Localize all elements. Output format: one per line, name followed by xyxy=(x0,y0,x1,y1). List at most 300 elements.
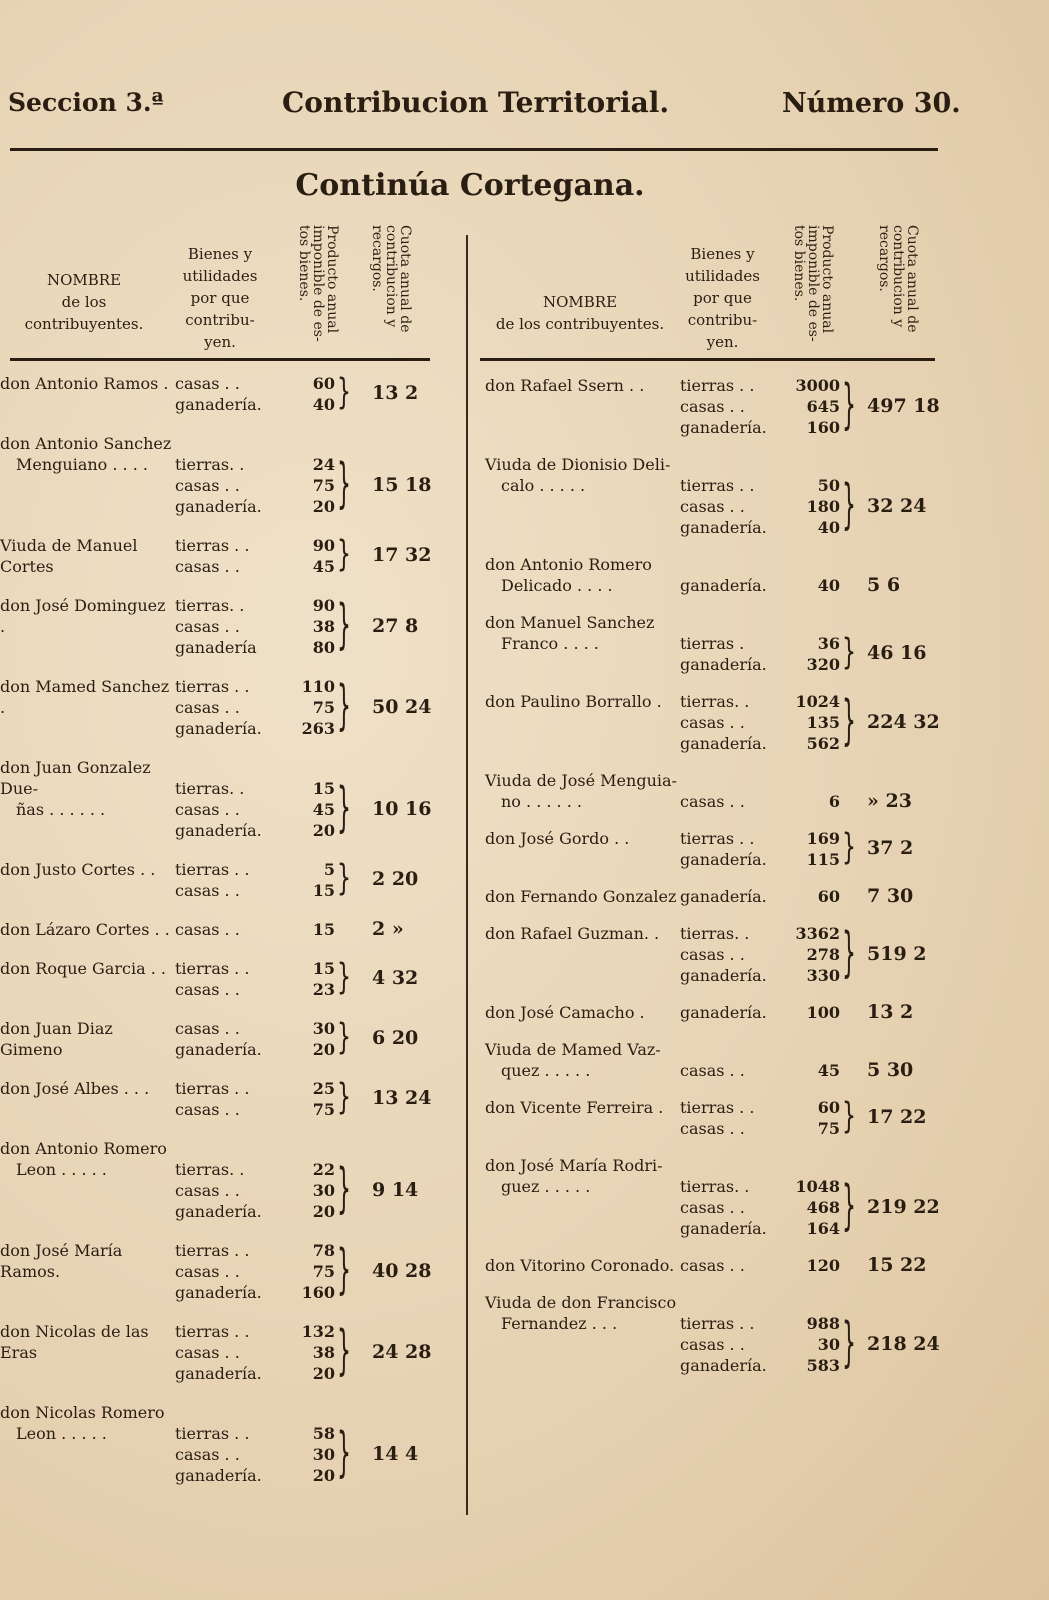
producto-header: Producto anual imponible de es- tos bienes. xyxy=(296,225,340,342)
asset-value: 3000 xyxy=(795,376,840,395)
asset-value: 45 xyxy=(312,557,335,576)
asset-line xyxy=(680,1334,840,1355)
asset-kind: ganadería. xyxy=(680,1003,767,1022)
asset-value: 135 xyxy=(806,713,840,732)
asset-kind: casas . . xyxy=(175,1019,240,1038)
table-row xyxy=(485,923,955,986)
asset-line xyxy=(175,1423,335,1444)
asset-line xyxy=(680,1218,840,1239)
annual-quota: 219 22 xyxy=(867,1195,940,1218)
name-line: don Lázaro Cortes . . xyxy=(0,920,170,939)
name-line: don Fernando Gonzalez xyxy=(485,887,677,906)
group-brace: } xyxy=(842,827,856,869)
asset-line xyxy=(680,417,840,438)
group-brace: } xyxy=(842,924,856,985)
asset-value: 30 xyxy=(312,1181,335,1200)
asset-kind: ganadería. xyxy=(680,887,767,906)
annual-quota: 13 24 xyxy=(372,1087,432,1109)
asset-line xyxy=(175,556,335,577)
asset-line xyxy=(175,394,335,415)
asset-kind: ganadería. xyxy=(680,734,767,753)
assets-list xyxy=(680,575,840,596)
contributor-name xyxy=(0,676,175,718)
contributor-name xyxy=(485,554,685,596)
asset-kind: ganadería. xyxy=(175,395,262,414)
subtitle: Continúa Cortegana. xyxy=(295,168,645,203)
assets-list xyxy=(175,778,335,841)
asset-value: 80 xyxy=(312,638,335,657)
asset-value: 160 xyxy=(301,1283,335,1302)
annual-quota: 2 20 xyxy=(372,868,419,890)
asset-kind: ganadería. xyxy=(175,719,262,738)
asset-kind: casas . . xyxy=(175,1445,240,1464)
asset-value: 58 xyxy=(312,1424,335,1443)
table-row xyxy=(485,1255,955,1276)
asset-kind: casas . . xyxy=(680,397,745,416)
asset-kind: casas . . xyxy=(175,980,240,999)
column-divider xyxy=(466,235,468,1515)
asset-kind: ganadería. xyxy=(175,497,262,516)
annual-quota: 5 6 xyxy=(867,573,901,596)
asset-line xyxy=(680,791,840,812)
contributor-name xyxy=(0,1321,175,1363)
asset-line xyxy=(175,820,335,841)
table-row xyxy=(0,433,455,517)
asset-value: 164 xyxy=(806,1219,840,1238)
group-brace: } xyxy=(842,476,856,537)
asset-line xyxy=(680,375,840,396)
table-row xyxy=(485,375,955,438)
asset-kind: ganadería. xyxy=(175,1364,262,1383)
asset-line xyxy=(680,733,840,754)
annual-quota: 15 18 xyxy=(372,473,432,496)
asset-line xyxy=(680,633,840,654)
asset-value: 25 xyxy=(312,1079,335,1098)
asset-line xyxy=(680,923,840,944)
asset-kind: casas . . xyxy=(175,476,240,495)
table-row xyxy=(485,1039,955,1081)
name-line: don Antonio Sanchez xyxy=(0,434,172,453)
asset-value: 60 xyxy=(312,374,335,393)
asset-value: 38 xyxy=(312,1343,335,1362)
contributor-name xyxy=(485,454,685,496)
table-row xyxy=(0,676,455,739)
table-row xyxy=(485,454,955,538)
group-brace: } xyxy=(337,858,351,900)
asset-value: 40 xyxy=(817,518,840,537)
right-column-header xyxy=(485,225,955,357)
annual-quota: 37 2 xyxy=(867,837,914,859)
asset-kind: tierras . . xyxy=(175,536,250,555)
asset-kind: casas . . xyxy=(680,713,745,732)
asset-line xyxy=(680,1176,840,1197)
contributor-name xyxy=(485,1039,685,1081)
assets-list xyxy=(680,791,840,812)
asset-line xyxy=(680,1097,840,1118)
asset-line xyxy=(680,475,840,496)
asset-line xyxy=(175,1465,335,1486)
asset-kind: tierras . . xyxy=(680,1098,755,1117)
asset-value: 330 xyxy=(806,966,840,985)
annual-quota: 6 20 xyxy=(372,1027,419,1049)
asset-value: 132 xyxy=(301,1322,335,1341)
asset-value: 40 xyxy=(817,576,840,595)
contributor-name xyxy=(0,859,175,880)
name-line: don José María Rodri- xyxy=(485,1156,663,1175)
contributor-name xyxy=(0,535,175,577)
asset-value: 583 xyxy=(806,1356,840,1375)
asset-kind: casas . . xyxy=(175,881,240,900)
bienes-header: Bienes y utilidades por que contribu- yen. xyxy=(182,245,258,351)
asset-line xyxy=(175,637,335,658)
asset-line xyxy=(175,1321,335,1342)
name-line: don Roque Garcia . . xyxy=(0,959,166,978)
contributor-name xyxy=(485,828,685,849)
name-line: guez . . . . . xyxy=(501,1177,591,1196)
contributor-name xyxy=(0,433,175,475)
asset-line xyxy=(680,396,840,417)
table-row xyxy=(485,1002,955,1023)
name-line: calo . . . . . xyxy=(501,476,586,495)
asset-kind: ganadería. xyxy=(175,1202,262,1221)
annual-quota: 46 16 xyxy=(867,642,927,664)
asset-line xyxy=(175,1018,335,1039)
asset-value: 36 xyxy=(817,634,840,653)
asset-line xyxy=(680,1060,840,1081)
asset-value: 160 xyxy=(806,418,840,437)
table-row xyxy=(485,770,955,812)
asset-kind: tierras. . xyxy=(680,692,750,711)
name-line: don Antonio Ramos . xyxy=(0,374,169,393)
contributor-name xyxy=(485,770,685,812)
asset-kind: casas . . xyxy=(175,800,240,819)
assets-list xyxy=(175,454,335,517)
left-column-header xyxy=(0,225,455,357)
annual-quota: 10 16 xyxy=(372,797,432,820)
asset-line xyxy=(175,1039,335,1060)
asset-value: 110 xyxy=(301,677,335,696)
asset-line xyxy=(175,1180,335,1201)
assets-list xyxy=(175,373,335,415)
contributor-name xyxy=(0,1078,175,1099)
asset-kind: ganadería. xyxy=(680,966,767,985)
annual-quota: 15 22 xyxy=(867,1253,927,1276)
group-brace: } xyxy=(337,1160,351,1221)
asset-value: 60 xyxy=(817,887,840,906)
asset-value: 60 xyxy=(817,1098,840,1117)
asset-value: 50 xyxy=(817,476,840,495)
table-row xyxy=(0,919,455,940)
contributor-name xyxy=(0,1018,175,1060)
name-line: don José Camacho . xyxy=(485,1003,645,1022)
assets-list xyxy=(680,1255,840,1276)
assets-list xyxy=(175,1078,335,1120)
asset-line xyxy=(175,778,335,799)
asset-value: 5 xyxy=(323,860,335,879)
group-brace: } xyxy=(337,596,351,657)
asset-line xyxy=(680,712,840,733)
producto-header: Producto anual imponible de es- tos bienes. xyxy=(791,225,835,342)
asset-kind: tierras . . xyxy=(680,476,755,495)
asset-line xyxy=(175,535,335,556)
assets-list xyxy=(680,1097,840,1139)
table-row xyxy=(485,612,955,675)
annual-quota: 14 4 xyxy=(372,1442,419,1465)
table-row xyxy=(485,1292,955,1376)
asset-kind: ganadería. xyxy=(680,655,767,674)
annual-quota: 17 22 xyxy=(867,1106,927,1128)
asset-kind: tierras . . xyxy=(680,376,755,395)
name-line: Fernandez . . . xyxy=(501,1314,618,1333)
asset-line xyxy=(175,475,335,496)
asset-kind: ganadería. xyxy=(680,850,767,869)
asset-kind: casas . . xyxy=(175,557,240,576)
asset-value: 6 xyxy=(828,792,840,811)
asset-line xyxy=(175,496,335,517)
asset-kind: casas . . xyxy=(175,617,240,636)
asset-line xyxy=(175,859,335,880)
asset-value: 988 xyxy=(806,1314,840,1333)
asset-value: 38 xyxy=(312,617,335,636)
asset-value: 40 xyxy=(312,395,335,414)
annual-quota: 5 30 xyxy=(867,1058,914,1081)
name-line: don Vitorino Coronado. xyxy=(485,1256,675,1275)
asset-value: 90 xyxy=(312,536,335,555)
asset-value: 20 xyxy=(312,1040,335,1059)
annual-quota: 2 » xyxy=(372,917,404,940)
name-line: don Antonio Romero xyxy=(0,1139,167,1158)
name-header: NOMBRE de los contribuyentes. xyxy=(495,293,665,333)
annual-quota: 27 8 xyxy=(372,614,419,637)
asset-line xyxy=(175,958,335,979)
group-brace: } xyxy=(842,376,856,437)
asset-value: 278 xyxy=(806,945,840,964)
asset-kind: casas . . xyxy=(680,1256,745,1275)
table-row xyxy=(0,535,455,577)
name-line: don Juan Diaz Gimeno xyxy=(0,1019,113,1059)
assets-list xyxy=(175,919,335,940)
asset-line xyxy=(680,496,840,517)
assets-list xyxy=(175,1018,335,1060)
name-line: don Mamed Sanchez . xyxy=(0,677,170,717)
asset-kind: tierras . . xyxy=(175,677,250,696)
asset-kind: casas . . xyxy=(680,1119,745,1138)
right-header-rule xyxy=(480,358,935,361)
annual-quota: 40 28 xyxy=(372,1259,432,1282)
name-line: Viuda de Manuel Cortes xyxy=(0,536,138,576)
asset-line xyxy=(175,616,335,637)
name-line: don José María Ramos. xyxy=(0,1241,123,1281)
asset-kind: casas . . xyxy=(175,374,240,393)
annual-quota: 4 32 xyxy=(372,967,419,989)
header-rule xyxy=(10,148,938,151)
asset-value: 15 xyxy=(312,920,335,939)
asset-value: 20 xyxy=(312,1466,335,1485)
name-line: ñas . . . . . . xyxy=(16,800,106,819)
asset-line xyxy=(175,799,335,820)
annual-quota: 17 32 xyxy=(372,544,432,566)
annual-quota: 32 24 xyxy=(867,494,927,517)
asset-value: 120 xyxy=(806,1256,840,1275)
asset-kind: tierras. . xyxy=(680,1177,750,1196)
contributor-name xyxy=(485,1002,685,1023)
name-line: don José Gordo . . xyxy=(485,829,630,848)
asset-line xyxy=(175,979,335,1000)
table-row xyxy=(485,1097,955,1139)
asset-value: 78 xyxy=(312,1241,335,1260)
assets-list xyxy=(680,1002,840,1023)
table-row xyxy=(0,1240,455,1303)
contributor-name xyxy=(485,1292,685,1334)
asset-line xyxy=(175,1201,335,1222)
asset-value: 15 xyxy=(312,881,335,900)
asset-line xyxy=(175,1159,335,1180)
contributor-name xyxy=(0,1240,175,1282)
name-line: don Nicolas de las Eras xyxy=(0,1322,149,1362)
annual-quota: 24 28 xyxy=(372,1340,432,1363)
assets-list xyxy=(175,1423,335,1486)
asset-value: 30 xyxy=(312,1445,335,1464)
asset-kind: ganadería. xyxy=(175,821,262,840)
contributor-name xyxy=(485,691,685,712)
group-brace: } xyxy=(842,1314,856,1375)
name-line: don Juan Gonzalez Due- xyxy=(0,758,151,798)
asset-kind: tierras . xyxy=(680,634,745,653)
contributor-name xyxy=(485,1255,685,1276)
contributor-name xyxy=(0,757,175,820)
contributor-name xyxy=(485,923,685,944)
table-row xyxy=(485,1155,955,1239)
asset-value: 30 xyxy=(817,1335,840,1354)
name-line: don Rafael Guzman. . xyxy=(485,924,660,943)
asset-line xyxy=(175,1240,335,1261)
contributor-name xyxy=(485,1097,685,1118)
assets-list xyxy=(680,633,840,675)
left-column xyxy=(0,225,455,1485)
contributor-name xyxy=(485,1155,685,1197)
asset-line xyxy=(175,676,335,697)
asset-kind: tierras. . xyxy=(175,455,245,474)
asset-value: 562 xyxy=(806,734,840,753)
asset-line xyxy=(680,1118,840,1139)
assets-list xyxy=(175,958,335,1000)
asset-line xyxy=(175,1078,335,1099)
asset-value: 45 xyxy=(817,1061,840,1080)
asset-value: 75 xyxy=(312,1100,335,1119)
asset-line xyxy=(680,1355,840,1376)
asset-kind: tierras . . xyxy=(175,1079,250,1098)
asset-kind: casas . . xyxy=(175,1262,240,1281)
asset-kind: ganadería. xyxy=(680,576,767,595)
asset-kind: tierras . . xyxy=(175,1424,250,1443)
contributor-name xyxy=(485,612,685,654)
name-line: Viuda de don Francisco xyxy=(485,1293,677,1312)
assets-list xyxy=(175,1240,335,1303)
asset-kind: casas . . xyxy=(680,1061,745,1080)
asset-kind: tierras. . xyxy=(175,1160,245,1179)
group-brace: } xyxy=(337,779,351,840)
assets-list xyxy=(175,859,335,901)
asset-line xyxy=(680,691,840,712)
asset-line xyxy=(680,1313,840,1334)
asset-value: 20 xyxy=(312,1202,335,1221)
group-brace: } xyxy=(337,1424,351,1485)
asset-value: 15 xyxy=(312,959,335,978)
name-line: Viuda de José Menguia- xyxy=(485,771,677,790)
asset-value: 645 xyxy=(806,397,840,416)
asset-value: 23 xyxy=(312,980,335,999)
annual-quota: 519 2 xyxy=(867,942,927,965)
asset-kind: casas . . xyxy=(175,1343,240,1362)
asset-kind: ganadería xyxy=(175,638,257,657)
table-row xyxy=(485,691,955,754)
asset-kind: casas . . xyxy=(175,1181,240,1200)
asset-line xyxy=(175,697,335,718)
contributor-name xyxy=(0,1402,175,1444)
asset-line xyxy=(680,654,840,675)
right-column xyxy=(485,225,955,1375)
table-row xyxy=(0,1078,455,1120)
table-row xyxy=(485,828,955,870)
table-row xyxy=(0,757,455,841)
group-brace: } xyxy=(337,534,351,576)
table-row xyxy=(485,554,955,596)
group-brace: } xyxy=(842,1096,856,1138)
asset-line xyxy=(175,454,335,475)
asset-kind: ganadería. xyxy=(175,1283,262,1302)
asset-value: 100 xyxy=(806,1003,840,1022)
name-line: Menguiano . . . . xyxy=(16,455,148,474)
annual-quota: 50 24 xyxy=(372,695,432,718)
asset-line xyxy=(680,886,840,907)
asset-kind: ganadería. xyxy=(680,1356,767,1375)
contributor-name xyxy=(485,886,685,907)
asset-value: 20 xyxy=(312,1364,335,1383)
annual-quota: 13 2 xyxy=(372,382,419,404)
asset-line xyxy=(175,718,335,739)
left-header-rule xyxy=(10,358,430,361)
section-label: Seccion 3.ª xyxy=(8,88,164,117)
asset-kind: tierras . . xyxy=(680,829,755,848)
table-row xyxy=(485,886,955,907)
annual-quota: 224 32 xyxy=(867,710,940,733)
group-brace: } xyxy=(337,1017,351,1059)
asset-line xyxy=(680,828,840,849)
group-brace: } xyxy=(337,1241,351,1302)
contributor-name xyxy=(0,919,175,940)
asset-line xyxy=(175,595,335,616)
asset-kind: tierras . . xyxy=(175,860,250,879)
annual-quota: 13 2 xyxy=(867,1000,914,1023)
name-line: Delicado . . . . xyxy=(501,576,613,595)
asset-line xyxy=(175,1363,335,1384)
table-row xyxy=(0,1321,455,1384)
assets-list xyxy=(680,1060,840,1081)
table-row xyxy=(0,1018,455,1060)
contributor-name xyxy=(0,1138,175,1180)
annual-quota: 497 18 xyxy=(867,394,940,417)
asset-value: 320 xyxy=(806,655,840,674)
assets-list xyxy=(175,676,335,739)
asset-line xyxy=(175,1261,335,1282)
table-row xyxy=(0,373,455,415)
asset-kind: ganadería. xyxy=(680,1219,767,1238)
asset-line xyxy=(175,880,335,901)
asset-kind: casas . . xyxy=(680,945,745,964)
asset-kind: ganadería. xyxy=(680,518,767,537)
asset-value: 115 xyxy=(806,850,840,869)
annual-quota: 7 30 xyxy=(867,884,914,907)
